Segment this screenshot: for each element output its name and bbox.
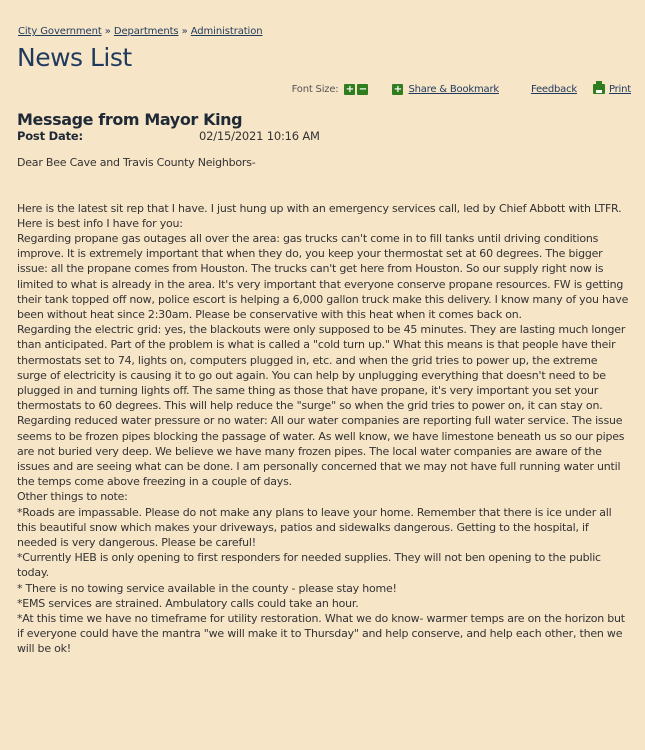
breadcrumb-departments[interactable]: Departments — [113, 26, 179, 37]
paragraph-intro: Here is the latest sit rep that I have. I just hung up with an emergency services call, led by Chief Abbott with LTFR. Here is best info I have for you: — [17, 201, 622, 230]
message-title: Message from Mayor King — [17, 110, 243, 129]
message-body — [17, 155, 629, 657]
note-roads: *Roads are impassable. Please do not make any plans to leave your home. Remember that there is ice under all this beautiful snow which makes your driveways, patios and sidewalks dangerous. Getting to the hospital, if needed is very dangerous. Please be careful! — [17, 505, 612, 550]
font-size-label: Font Size: — [291, 83, 339, 95]
print-link[interactable]: Print — [608, 83, 631, 95]
paragraph-propane: Regarding propane gas outages all over the area: gas trucks can't come in to fill tanks until driving conditions improve. It is extremely important that when they do, you keep your thermostat set at 60 degrees. The bigger issue: all the propane comes from Houston. The trucks can't get here from Houston. So our supply right now is limited to what is already in the area. It's very important that everyone conserve propane resources. FW is getting their tank topped off now, police escort is helping a 6,000 gallon truck make this delivery. I know many of you have been without heat since 2:30am. Please be conservative with this heat when it comes back on. — [17, 232, 629, 322]
font-decrease-icon[interactable]: − — [358, 83, 368, 95]
paragraph-electric-grid: Regarding the electric grid: yes, the blackouts were only supposed to be 45 minutes. They are lasting much longer than anticipated. Part of the problem is what is called a "cold turn up." What this means is that people have their thermostats set to 74, lights on, computers plugged in, etc. and when the grid tries to power up, the extreme surge of electricity is causing it to go out again. You can help by unplugging everything that doesn't need to be plugged in and turning lights off. The same thing as those that have propane, it's very important you set your thermostats to 60 degrees. This will help reduce the "surge" so when the grid tries to power on, it can stay on. — [17, 323, 626, 413]
post-date-row — [17, 129, 320, 143]
post-date-label: Post Date: — [17, 129, 83, 143]
post-date-value: 02/15/2021 10:16 AM — [199, 129, 320, 143]
paragraph-water: Regarding reduced water pressure or no water: All our water companies are reporting full water service. The issue seems to be frozen pipes blocking the passage of water. As well know, we have limestone beneath us so our pipes are not buried very deep. We believe we have many frozen pipes. The local water companies are aware of the issues and are seeing what can be done. I am personally concerned that we may not have full running water until the temps come above freezing in a couple of days. — [17, 414, 625, 489]
share-plus-icon[interactable]: + — [393, 83, 403, 95]
breadcrumb-administration[interactable]: Administration — [190, 26, 263, 37]
greeting: Dear Bee Cave and Travis County Neighbors- — [17, 156, 256, 169]
breadcrumb — [18, 26, 263, 37]
page-title: News List — [17, 43, 132, 72]
note-restoration: *At this time we have no timeframe for utility restoration. What we do know- warmer temps are on the horizon but if everyone could have the mantra "we will make it to Thursday" and help conserve, and help each other, then we will be ok! — [17, 612, 625, 656]
breadcrumb-city-government[interactable]: City Government — [18, 26, 102, 37]
article-tools — [292, 82, 631, 96]
feedback-link[interactable]: Feedback — [530, 83, 577, 95]
note-heb: *Currently HEB is only opening to first responders for needed supplies. They will not ben opening to the public today. — [17, 551, 601, 580]
breadcrumb-separator: » — [181, 26, 188, 37]
paragraph-other-things: Other things to note: — [17, 490, 128, 504]
note-towing: * There is no towing service available in the county - please stay home! — [17, 581, 397, 595]
font-increase-icon[interactable]: + — [345, 83, 355, 95]
share-bookmark-link[interactable]: Share & Bookmark — [408, 83, 499, 95]
note-ems: *EMS services are strained. Ambulatory calls could take an hour. — [17, 596, 359, 610]
printer-icon[interactable] — [593, 84, 605, 94]
breadcrumb-separator: » — [104, 26, 111, 37]
